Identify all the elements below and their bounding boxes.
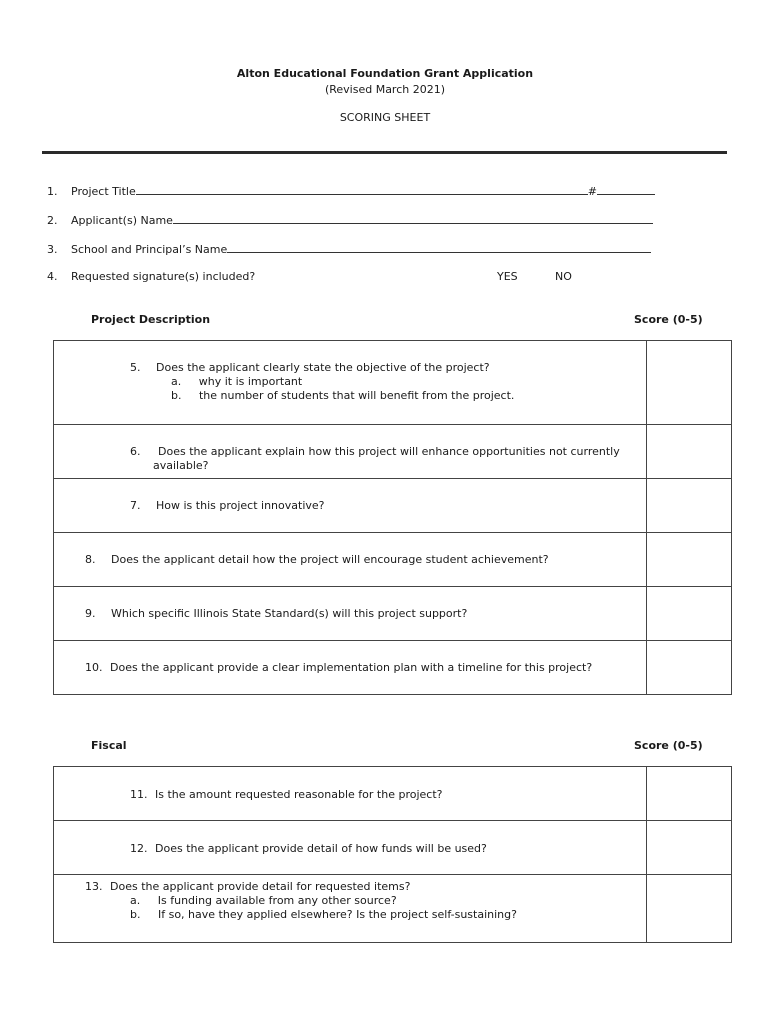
score-cell-9[interactable] bbox=[647, 587, 732, 641]
fiscal-heading: Fiscal bbox=[91, 739, 127, 752]
question-number: 10. bbox=[85, 661, 103, 674]
question-7-text: How is this project innovative? bbox=[156, 499, 325, 512]
project-score-table bbox=[53, 340, 732, 695]
table-row bbox=[54, 341, 732, 425]
project-number-label: # bbox=[587, 185, 597, 198]
question-number: 5. bbox=[130, 361, 141, 374]
question-5b-text: the number of students that will benefit from the project. bbox=[198, 389, 515, 402]
score-cell-13[interactable] bbox=[647, 875, 732, 943]
score-cell-6[interactable] bbox=[647, 425, 732, 479]
question-cell bbox=[54, 641, 647, 695]
table-row bbox=[54, 821, 732, 875]
field-signatures bbox=[47, 270, 255, 283]
field-number: 1. bbox=[47, 185, 58, 198]
field-label: Requested signature(s) included? bbox=[71, 270, 256, 283]
no-option[interactable]: NO bbox=[555, 270, 572, 283]
question-number: 7. bbox=[130, 499, 141, 512]
question-number: 12. bbox=[130, 842, 148, 855]
score-cell-8[interactable] bbox=[647, 533, 732, 587]
field-applicant-name bbox=[47, 212, 653, 227]
table-row bbox=[54, 641, 732, 695]
question-number: 9. bbox=[85, 607, 96, 620]
table-row bbox=[54, 533, 732, 587]
question-5a-text: why it is important bbox=[198, 375, 303, 388]
question-number: 6. bbox=[130, 445, 141, 458]
field-number: 4. bbox=[47, 270, 58, 283]
question-8-text: Does the applicant detail how the project will encourage student achievement? bbox=[111, 553, 549, 566]
question-13b-text: If so, have they applied elsewhere? Is the project self-sustaining? bbox=[157, 908, 517, 921]
question-13a-text: Is funding available from any other source? bbox=[157, 894, 397, 907]
question-6-text-cont: available? bbox=[153, 459, 209, 472]
question-number: 11. bbox=[130, 788, 148, 801]
score-cell-12[interactable] bbox=[647, 821, 732, 875]
project-score-heading: Score (0-5) bbox=[634, 313, 703, 326]
question-number: 13. bbox=[85, 880, 103, 893]
applicant-name-line[interactable] bbox=[173, 212, 653, 224]
project-number-line[interactable] bbox=[597, 183, 655, 195]
question-9-text: Which specific Illinois State Standard(s) will this project support? bbox=[111, 607, 468, 620]
question-cell bbox=[54, 533, 647, 587]
fiscal-score-table bbox=[53, 766, 732, 943]
field-number: 2. bbox=[47, 214, 58, 227]
question-12-text: Does the applicant provide detail of how funds will be used? bbox=[155, 842, 487, 855]
revision-date: (Revised March 2021) bbox=[324, 83, 446, 96]
question-cell bbox=[54, 479, 647, 533]
yes-option[interactable]: YES bbox=[497, 270, 518, 283]
subitem-letter: b. bbox=[130, 908, 141, 921]
question-cell bbox=[54, 767, 647, 821]
question-11-text: Is the amount requested reasonable for the project? bbox=[155, 788, 443, 801]
table-row bbox=[54, 587, 732, 641]
question-6-text: Does the applicant explain how this project will enhance opportunities not currently bbox=[158, 445, 620, 458]
project-description-heading: Project Description bbox=[91, 313, 211, 326]
header-divider bbox=[42, 151, 727, 154]
question-number: 8. bbox=[85, 553, 96, 566]
school-principal-line[interactable] bbox=[227, 241, 651, 253]
fiscal-score-heading: Score (0-5) bbox=[634, 739, 703, 752]
field-school-principal bbox=[47, 241, 651, 256]
question-13-text: Does the applicant provide detail for requested items? bbox=[110, 880, 411, 893]
sheet-title: SCORING SHEET bbox=[339, 111, 431, 124]
score-cell-11[interactable] bbox=[647, 767, 732, 821]
question-cell bbox=[54, 821, 647, 875]
table-row bbox=[54, 425, 732, 479]
question-cell bbox=[54, 425, 647, 479]
question-cell bbox=[54, 587, 647, 641]
question-cell bbox=[54, 341, 647, 425]
score-cell-7[interactable] bbox=[647, 479, 732, 533]
field-label: Project Title bbox=[71, 185, 136, 198]
field-project-title bbox=[47, 183, 655, 198]
field-number: 3. bbox=[47, 243, 58, 256]
field-label: Applicant(s) Name bbox=[71, 214, 173, 227]
score-cell-10[interactable] bbox=[647, 641, 732, 695]
table-row bbox=[54, 875, 732, 943]
table-row bbox=[54, 479, 732, 533]
table-row bbox=[54, 767, 732, 821]
subitem-letter: a. bbox=[171, 375, 182, 388]
score-cell-5[interactable] bbox=[647, 341, 732, 425]
document-title: Alton Educational Foundation Grant Application bbox=[236, 67, 534, 80]
field-label: School and Principal’s Name bbox=[71, 243, 228, 256]
subitem-letter: b. bbox=[171, 389, 182, 402]
question-cell bbox=[54, 875, 647, 943]
question-5-text: Does the applicant clearly state the objective of the project? bbox=[156, 361, 490, 374]
question-10-text: Does the applicant provide a clear implementation plan with a timeline for this project? bbox=[110, 661, 593, 674]
subitem-letter: a. bbox=[130, 894, 141, 907]
project-title-line[interactable] bbox=[136, 183, 588, 195]
